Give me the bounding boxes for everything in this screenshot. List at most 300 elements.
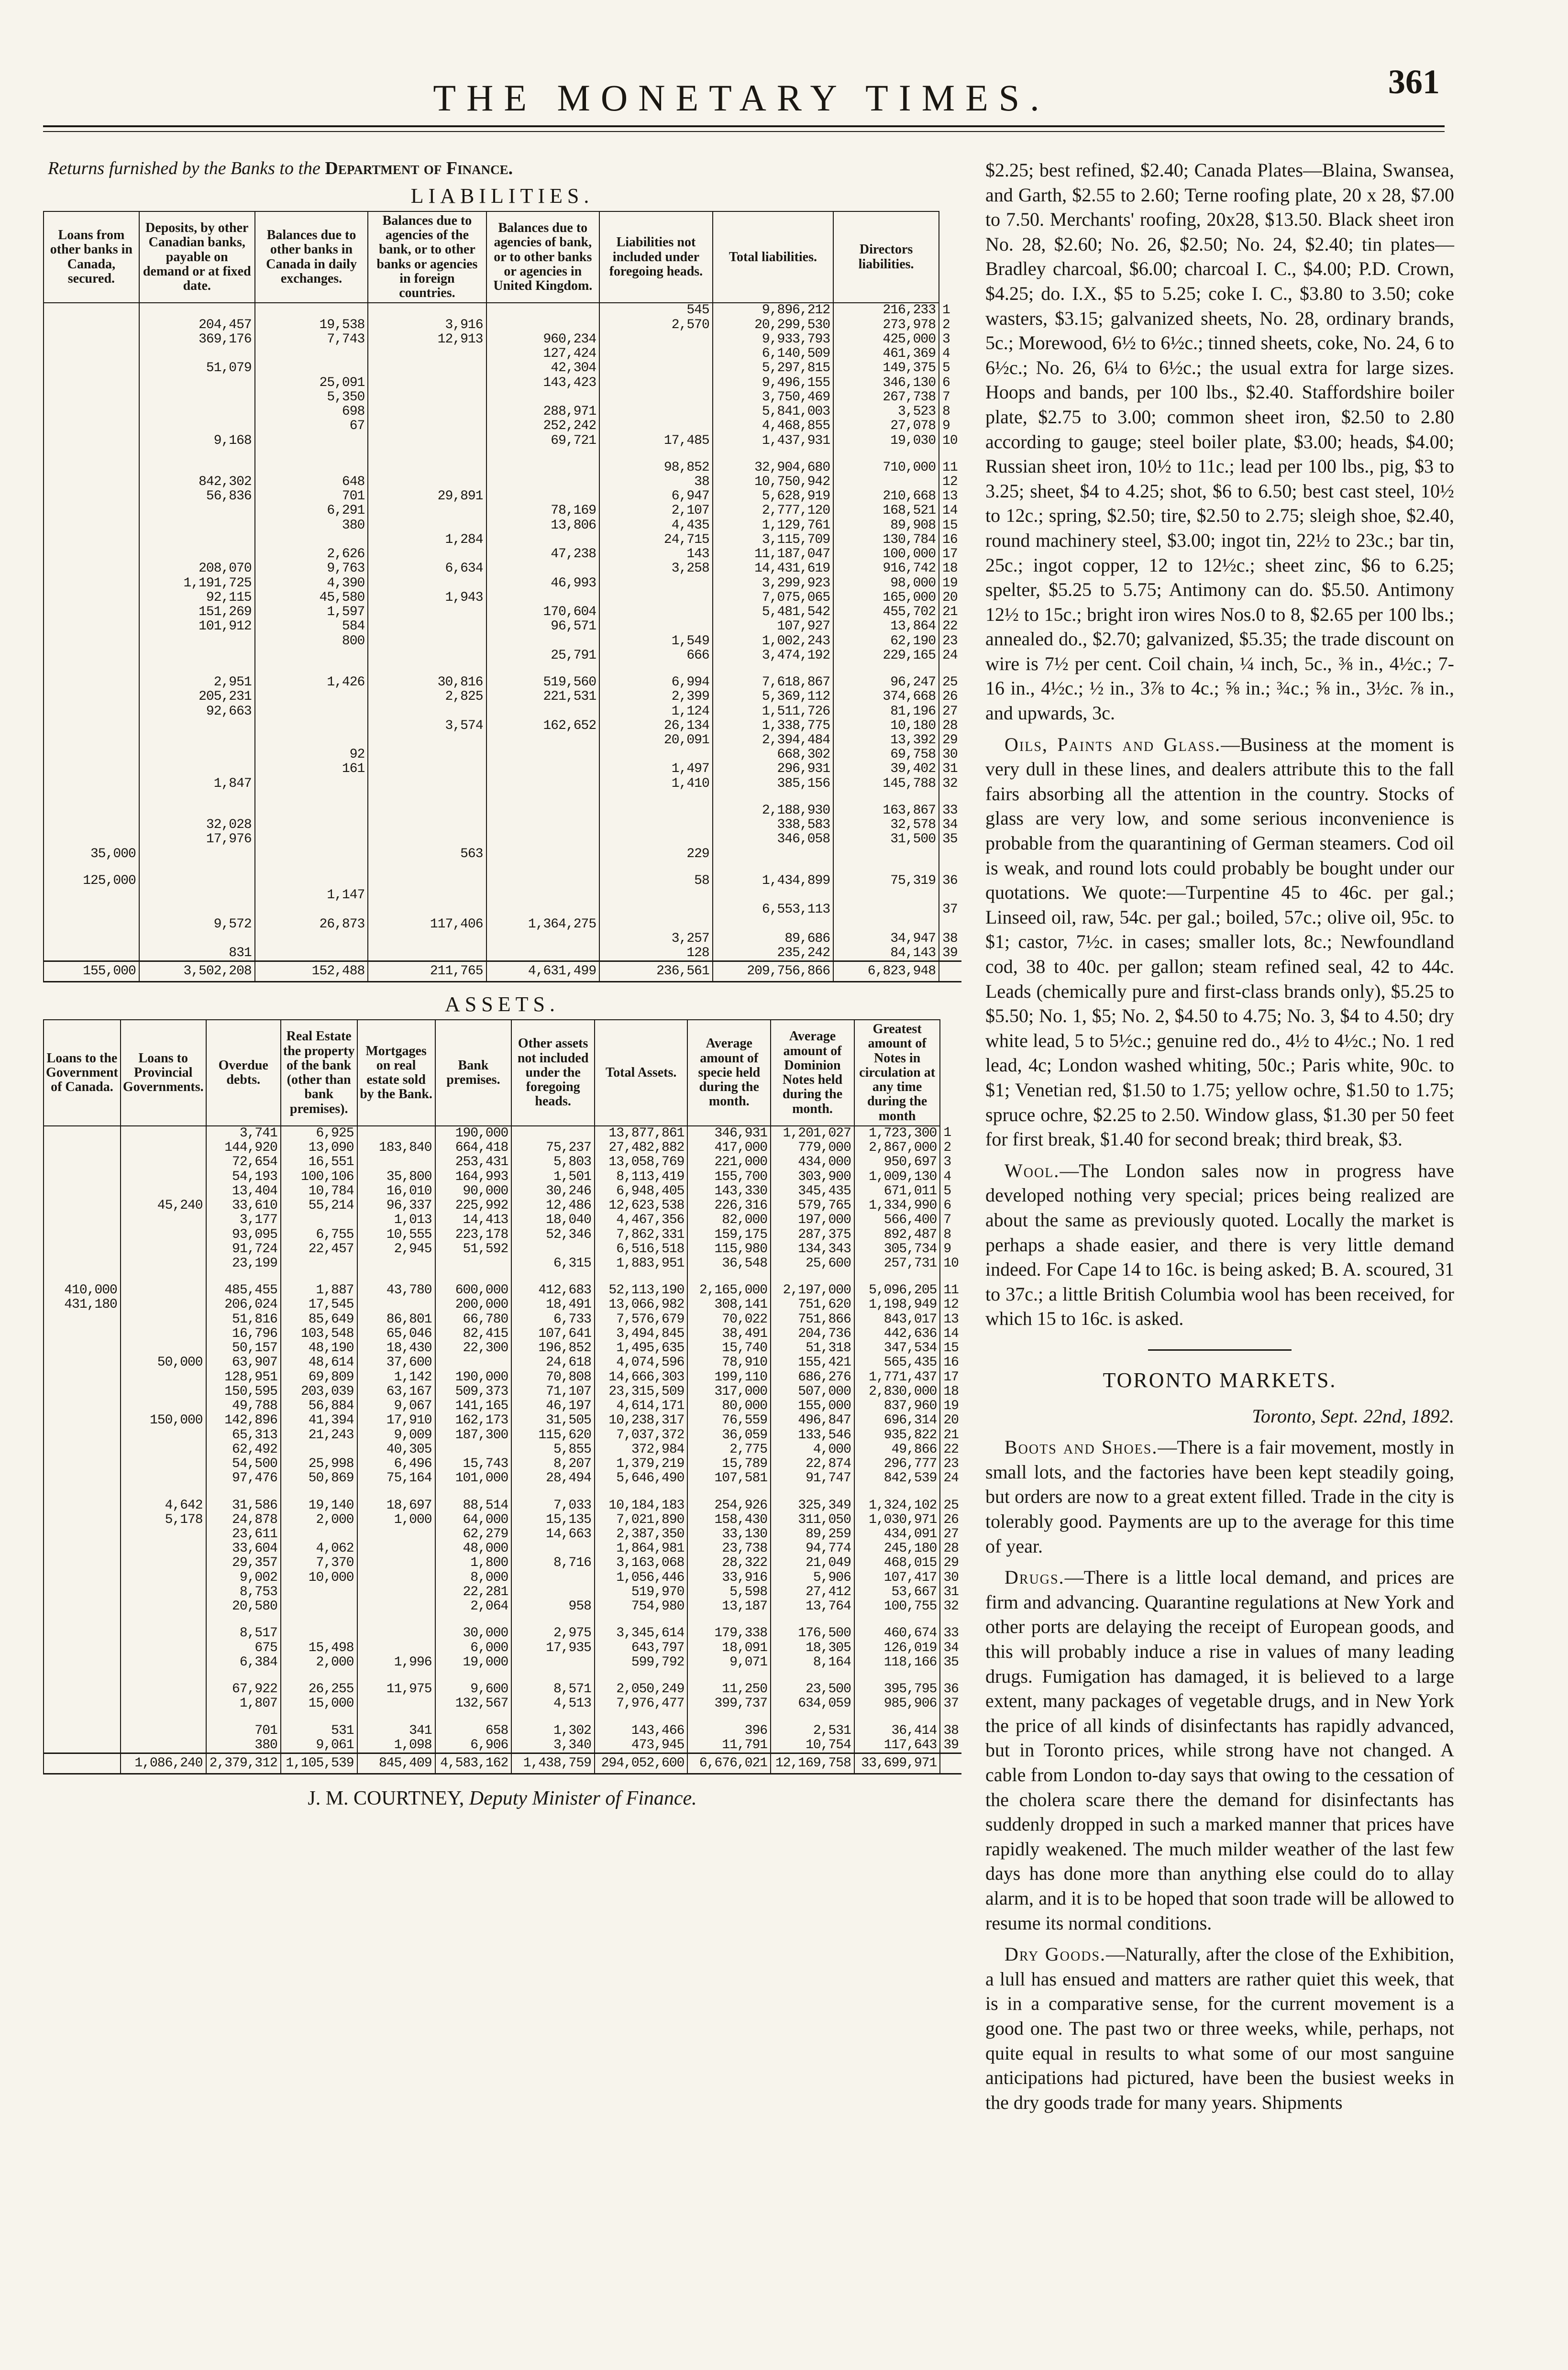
- liabilities-row: [44, 390, 961, 405]
- assets-cell: [281, 1213, 357, 1227]
- liabilities-cell: 5,841,003: [713, 405, 833, 419]
- liabilities-cell: 32,904,680: [713, 461, 833, 475]
- assets-cell: 754,980: [595, 1599, 687, 1614]
- assets-cell: 66,780: [435, 1312, 512, 1327]
- assets-total-cell: [44, 1753, 121, 1774]
- liabilities-cell: 545: [599, 303, 713, 318]
- liabilities-cell: 7: [942, 389, 950, 405]
- liabilities-cell: 89,908: [833, 518, 939, 533]
- assets-cell: 11,250: [687, 1682, 771, 1697]
- liabilities-cell: 831: [139, 946, 255, 961]
- assets-cell: 7,370: [281, 1556, 357, 1570]
- assets-cell: 25: [943, 1498, 959, 1513]
- assets-cell: 24,878: [206, 1513, 281, 1527]
- liabilities-row: [44, 861, 961, 874]
- assets-cell: [44, 1670, 121, 1682]
- assets-cell: [44, 1213, 121, 1227]
- liabilities-cell: 204,457: [139, 318, 255, 332]
- liabilities-cell: [255, 461, 368, 475]
- liabilities-cell: 338,583: [713, 818, 833, 832]
- assets-cell: [44, 1170, 121, 1184]
- assets-cell: [121, 1327, 206, 1341]
- liabilities-cell: [44, 903, 139, 917]
- assets-cell: 473,945: [595, 1738, 687, 1753]
- assets-cell: 50,157: [206, 1341, 281, 1356]
- liabilities-cell: 346,058: [713, 832, 833, 847]
- liabilities-cell: 2: [942, 317, 950, 332]
- assets-cell: 1,800: [435, 1556, 512, 1570]
- liabilities-cell: 1,437,931: [713, 434, 833, 448]
- liabilities-cell: [255, 777, 368, 791]
- liabilities-cell: [255, 874, 368, 888]
- assets-row: [44, 1443, 961, 1457]
- liabilities-cell: 2,107: [599, 504, 713, 518]
- assets-cell: 1,013: [357, 1213, 435, 1227]
- liabilities-cell: [139, 518, 255, 533]
- liabilities-cell: 1,497: [599, 762, 713, 776]
- liabilities-totals-row: [44, 961, 961, 982]
- assets-cell: 410,000: [44, 1283, 121, 1298]
- liabilities-col-header: Balances due to agencies of bank, or to other banks or agencies in United Kingdom.: [486, 211, 600, 303]
- liabilities-cell: [255, 347, 368, 361]
- liabilities-cell: [44, 675, 139, 690]
- assets-cell: [357, 1486, 435, 1499]
- liabilities-cell: [44, 605, 139, 619]
- assets-cell: 24: [943, 1471, 959, 1486]
- liabilities-cell: [255, 649, 368, 663]
- liabilities-cell: [44, 533, 139, 547]
- liabilities-cell: 7,743: [255, 332, 368, 347]
- assets-cell: 144,920: [206, 1141, 281, 1155]
- liabilities-cell: 19,030: [833, 434, 939, 448]
- assets-cell: 6,733: [511, 1312, 595, 1327]
- liabilities-cell: [139, 932, 255, 946]
- assets-row: [44, 1457, 961, 1471]
- assets-cell: 32: [943, 1599, 959, 1614]
- liabilities-cell: 4,390: [255, 576, 368, 591]
- assets-cell: 7,033: [511, 1499, 595, 1513]
- assets-row: [44, 1298, 961, 1312]
- liabilities-cell: [255, 832, 368, 847]
- assets-cell: 28,494: [511, 1471, 595, 1486]
- assets-cell: [44, 1199, 121, 1213]
- assets-cell: 56,884: [281, 1399, 357, 1413]
- assets-cell: 696,314: [854, 1413, 940, 1428]
- liabilities-cell: 461,369: [833, 347, 939, 361]
- liabilities-cell: 6,553,113: [713, 903, 833, 917]
- assets-cell: [357, 1556, 435, 1570]
- assets-cell: 3,494,845: [595, 1327, 687, 1341]
- liabilities-cell: 6,947: [599, 489, 713, 504]
- assets-col-header: Real Estate the property of the bank (other than bank premises).: [281, 1020, 357, 1126]
- liabilities-cell: 5,297,815: [713, 361, 833, 375]
- assets-cell: [595, 1670, 687, 1682]
- assets-cell: 100,755: [854, 1599, 940, 1614]
- assets-cell: 7,576,679: [595, 1312, 687, 1327]
- assets-cell: 31,586: [206, 1499, 281, 1513]
- liabilities-cell: [368, 518, 486, 533]
- liabilities-cell: 151,269: [139, 605, 255, 619]
- assets-cell: 21,243: [281, 1428, 357, 1443]
- assets-cell: [771, 1271, 854, 1283]
- assets-row: [44, 1155, 961, 1169]
- liabilities-cell: 89,686: [713, 932, 833, 946]
- liabilities-cell: [139, 748, 255, 762]
- assets-cell: 20: [943, 1413, 959, 1428]
- assets-cell: 150,595: [206, 1385, 281, 1399]
- assets-cell: [44, 1327, 121, 1341]
- liabilities-cell: [255, 903, 368, 917]
- liabilities-cell: [368, 649, 486, 663]
- assets-cell: 33,604: [206, 1542, 281, 1556]
- assets-cell: 431,180: [44, 1298, 121, 1312]
- liabilities-cell: 210,668: [833, 489, 939, 504]
- assets-cell: 70,022: [687, 1312, 771, 1327]
- assets-cell: 3: [943, 1155, 951, 1170]
- assets-cell: 18,491: [511, 1298, 595, 1312]
- liabilities-cell: [368, 634, 486, 649]
- liabilities-cell: [486, 932, 600, 946]
- liabilities-row: [44, 818, 961, 832]
- liabilities-cell: [486, 804, 600, 818]
- assets-cell: 176,500: [771, 1626, 854, 1641]
- liabilities-cell: [833, 475, 939, 489]
- assets-cell: 287,375: [771, 1228, 854, 1242]
- liabilities-cell: [713, 888, 833, 903]
- markets-column: [985, 158, 1454, 2320]
- liabilities-cell: 2,626: [255, 547, 368, 562]
- liabilities-cell: [44, 591, 139, 605]
- liabilities-cell: [44, 804, 139, 818]
- liabilities-cell: 13,864: [833, 619, 939, 634]
- assets-cell: 1,501: [511, 1170, 595, 1184]
- liabilities-cell: 648: [255, 475, 368, 489]
- assets-cell: 1,198,949: [854, 1298, 940, 1312]
- assets-cell: 65,313: [206, 1428, 281, 1443]
- liabilities-cell: 10,180: [833, 719, 939, 733]
- liabilities-cell: [599, 861, 713, 874]
- liabilities-cell: 9,763: [255, 562, 368, 576]
- assets-cell: [357, 1571, 435, 1585]
- assets-cell: 25,998: [281, 1457, 357, 1471]
- assets-cell: 509,373: [435, 1385, 512, 1399]
- liabilities-cell: [486, 748, 600, 762]
- liabilities-cell: 33: [942, 803, 958, 818]
- assets-cell: 341: [357, 1724, 435, 1738]
- assets-cell: 16,796: [206, 1327, 281, 1341]
- liabilities-cell: [599, 804, 713, 818]
- assets-cell: 91,724: [206, 1242, 281, 1257]
- liabilities-cell: 98,000: [833, 576, 939, 591]
- liabilities-cell: [368, 663, 486, 675]
- assets-total-cell: 1,105,539: [281, 1753, 357, 1774]
- toronto-markets-title: TORONTO MARKETS.: [1103, 1368, 1337, 1392]
- assets-cell: 20,580: [206, 1599, 281, 1614]
- liabilities-cell: 6,291: [255, 504, 368, 518]
- assets-cell: 93,095: [206, 1228, 281, 1242]
- assets-row: [44, 1283, 961, 1298]
- liabilities-cell: [833, 917, 939, 932]
- assets-cell: [281, 1599, 357, 1614]
- liabilities-cell: [368, 434, 486, 448]
- liabilities-cell: 168,521: [833, 504, 939, 518]
- liabilities-cell: 17,485: [599, 434, 713, 448]
- assets-cell: 27,412: [771, 1585, 854, 1599]
- liabilities-cell: [486, 791, 600, 804]
- liabilities-cell: [255, 932, 368, 946]
- liabilities-cell: [44, 733, 139, 748]
- liabilities-cell: 84,143: [833, 946, 939, 961]
- assets-cell: 2,945: [357, 1242, 435, 1257]
- liabilities-cell: [368, 605, 486, 619]
- liabilities-cell: [139, 804, 255, 818]
- liabilities-cell: [833, 847, 939, 861]
- assets-cell: 8,113,419: [595, 1170, 687, 1184]
- liabilities-cell: 267,738: [833, 390, 939, 405]
- liabilities-cell: 19,538: [255, 318, 368, 332]
- assets-cell: 107,581: [687, 1471, 771, 1486]
- liabilities-cell: 800: [255, 634, 368, 649]
- liabilities-cell: [44, 619, 139, 634]
- assets-cell: [357, 1298, 435, 1312]
- assets-cell: 45,240: [121, 1199, 206, 1213]
- assets-cell: [595, 1271, 687, 1283]
- liabilities-cell: 6,994: [599, 675, 713, 690]
- liabilities-cell: 5: [942, 361, 950, 376]
- liabilities-cell: 22: [942, 619, 958, 634]
- assets-cell: 8,753: [206, 1585, 281, 1599]
- liabilities-cell: 5,350: [255, 390, 368, 405]
- assets-cell: [44, 1341, 121, 1356]
- assets-cell: 485,455: [206, 1283, 281, 1298]
- assets-cell: [940, 1670, 961, 1682]
- assets-cell: 41,394: [281, 1413, 357, 1428]
- liabilities-cell: [139, 461, 255, 475]
- assets-cell: 1,883,951: [595, 1257, 687, 1271]
- assets-cell: 6,906: [435, 1738, 512, 1753]
- assets-cell: 143,330: [687, 1184, 771, 1199]
- assets-cell: 675: [206, 1641, 281, 1655]
- assets-cell: 5,646,490: [595, 1471, 687, 1486]
- liabilities-cell: [44, 390, 139, 405]
- liabilities-row: [44, 874, 961, 888]
- liabilities-cell: [599, 663, 713, 675]
- assets-cell: 1,334,990: [854, 1199, 940, 1213]
- assets-cell: 94,774: [771, 1542, 854, 1556]
- assets-cell: 11,791: [687, 1738, 771, 1753]
- assets-total-cell: 845,409: [357, 1753, 435, 1774]
- liabilities-cell: 107,927: [713, 619, 833, 634]
- liabilities-cell: 10: [942, 433, 958, 448]
- assets-cell: 296,777: [854, 1457, 940, 1471]
- assets-cell: 519,970: [595, 1585, 687, 1599]
- assets-cell: 935,822: [854, 1428, 940, 1443]
- liabilities-cell: 32,578: [833, 818, 939, 832]
- assets-cell: 63,907: [206, 1356, 281, 1370]
- assets-cell: 565,435: [854, 1356, 940, 1370]
- assets-cell: [44, 1599, 121, 1614]
- liabilities-cell: [44, 690, 139, 704]
- assets-cell: 347,534: [854, 1341, 940, 1356]
- assets-cell: 142,896: [206, 1413, 281, 1428]
- assets-cell: [121, 1370, 206, 1385]
- liabilities-cell: 34: [942, 817, 958, 833]
- assets-cell: [121, 1486, 206, 1499]
- assets-cell: 159,175: [687, 1228, 771, 1242]
- liabilities-cell: 58: [599, 874, 713, 888]
- assets-cell: 9,600: [435, 1682, 512, 1697]
- assets-cell: 26: [943, 1512, 959, 1527]
- assets-cell: [44, 1443, 121, 1457]
- liabilities-cell: [486, 818, 600, 832]
- assets-cell: [121, 1184, 206, 1199]
- assets-cell: 3,340: [511, 1738, 595, 1753]
- assets-cell: 305,734: [854, 1242, 940, 1257]
- assets-cell: 396: [687, 1724, 771, 1738]
- assets-cell: 54,193: [206, 1170, 281, 1184]
- liabilities-cell: [833, 888, 939, 903]
- assets-cell: [44, 1486, 121, 1499]
- assets-cell: 18,091: [687, 1641, 771, 1655]
- assets-cell: 43,780: [357, 1283, 435, 1298]
- assets-cell: [771, 1670, 854, 1682]
- liabilities-cell: [486, 705, 600, 719]
- liabilities-cell: 380: [255, 518, 368, 533]
- assets-cell: 4: [943, 1169, 951, 1184]
- assets-cell: [771, 1486, 854, 1499]
- liabilities-cell: 14: [942, 503, 958, 518]
- assets-cell: 751,620: [771, 1298, 854, 1312]
- liabilities-cell: 1,191,725: [139, 576, 255, 591]
- liabilities-row: [44, 762, 961, 776]
- assets-cell: 17,545: [281, 1298, 357, 1312]
- boots-heading: Boots and Shoes.: [1005, 1436, 1158, 1458]
- liabilities-cell: [486, 533, 600, 547]
- liabilities-cell: 519,560: [486, 675, 600, 690]
- assets-cell: [44, 1499, 121, 1513]
- assets-cell: 1,996: [357, 1655, 435, 1670]
- liabilities-cell: 24,715: [599, 533, 713, 547]
- liabilities-cell: [44, 946, 139, 961]
- assets-row: [44, 1413, 961, 1428]
- assets-cell: 190,000: [435, 1126, 512, 1141]
- assets-row: [44, 1126, 961, 1141]
- assets-cell: 8,207: [511, 1457, 595, 1471]
- assets-total-cell: 6,676,021: [687, 1753, 771, 1774]
- assets-cell: [854, 1670, 940, 1682]
- assets-cell: [121, 1228, 206, 1242]
- liabilities-cell: [599, 376, 713, 390]
- liabilities-cell: [599, 791, 713, 804]
- assets-cell: [44, 1527, 121, 1542]
- assets-cell: [44, 1312, 121, 1327]
- assets-cell: 4,000: [771, 1443, 854, 1457]
- assets-cell: 18,305: [771, 1641, 854, 1655]
- liabilities-cell: [255, 361, 368, 375]
- assets-cell: 5,598: [687, 1585, 771, 1599]
- assets-cell: 434,000: [771, 1155, 854, 1169]
- assets-row: [44, 1486, 961, 1499]
- assets-cell: 1,324,102: [854, 1499, 940, 1513]
- liabilities-cell: 2,394,484: [713, 733, 833, 748]
- liabilities-cell: 208,070: [139, 562, 255, 576]
- assets-cell: 1,009,130: [854, 1170, 940, 1184]
- assets-row: [44, 1585, 961, 1599]
- liabilities-cell: [368, 748, 486, 762]
- assets-cell: 62,492: [206, 1443, 281, 1457]
- liabilities-cell: [255, 434, 368, 448]
- assets-cell: 190,000: [435, 1370, 512, 1385]
- liabilities-cell: 25,791: [486, 649, 600, 663]
- liabilities-cell: 92: [255, 748, 368, 762]
- assets-cell: [435, 1614, 512, 1626]
- assets-cell: 23,315,509: [595, 1385, 687, 1399]
- assets-cell: 71,107: [511, 1385, 595, 1399]
- liabilities-cell: 3: [942, 331, 950, 347]
- liabilities-cell: 229,165: [833, 649, 939, 663]
- assets-cell: 599,792: [595, 1655, 687, 1670]
- assets-cell: 311,050: [771, 1513, 854, 1527]
- liabilities-cell: 14,431,619: [713, 562, 833, 576]
- assets-cell: [121, 1599, 206, 1614]
- assets-cell: [121, 1697, 206, 1711]
- assets-cell: [511, 1126, 595, 1141]
- liabilities-cell: 20,091: [599, 733, 713, 748]
- assets-cell: [121, 1271, 206, 1283]
- assets-cell: 82,415: [435, 1327, 512, 1341]
- liabilities-cell: 161: [255, 762, 368, 776]
- assets-cell: 21,049: [771, 1556, 854, 1570]
- liabilities-row: [44, 347, 961, 361]
- assets-cell: [121, 1527, 206, 1542]
- assets-cell: 90,000: [435, 1184, 512, 1199]
- assets-cell: 200,000: [435, 1298, 512, 1312]
- liabilities-cell: [599, 591, 713, 605]
- assets-section: [43, 992, 961, 1775]
- assets-cell: 51,592: [435, 1242, 512, 1257]
- liabilities-cell: 20,299,530: [713, 318, 833, 332]
- liabilities-cell: 2,188,930: [713, 804, 833, 818]
- assets-col-header: Total Assets.: [595, 1020, 687, 1126]
- liabilities-total-cell: 236,561: [599, 961, 713, 982]
- assets-cell: [121, 1614, 206, 1626]
- liabilities-cell: 3,257: [599, 932, 713, 946]
- assets-cell: 23,199: [206, 1257, 281, 1271]
- assets-total-cell: 1,086,240: [121, 1753, 206, 1774]
- assets-cell: 30,246: [511, 1184, 595, 1199]
- assets-cell: [121, 1283, 206, 1298]
- assets-cell: 6,315: [511, 1257, 595, 1271]
- liabilities-cell: 5,628,919: [713, 489, 833, 504]
- liabilities-cell: 3,474,192: [713, 649, 833, 663]
- liabilities-cell: [599, 605, 713, 619]
- liabilities-cell: [713, 791, 833, 804]
- assets-row: [44, 1542, 961, 1556]
- assets-cell: 4,467,356: [595, 1213, 687, 1227]
- assets-cell: 38: [943, 1723, 959, 1738]
- liabilities-cell: [139, 405, 255, 419]
- assets-row: [44, 1711, 961, 1724]
- liabilities-cell: [599, 818, 713, 832]
- assets-cell: 13: [943, 1312, 959, 1327]
- assets-cell: [121, 1141, 206, 1155]
- liabilities-cell: [44, 576, 139, 591]
- metals-paragraph: $2.25; best refined, $2.40; Canada Plates—Blaina, Swansea, and Garth, $2.55 to 2.60; Terne roofing plate, 20 x 28, $7.00 to 7.50. Merchants' roofing, 20x28, $13.50. Black sheet iron No. 28, $2.60; No. 26, $2.50; No. 24, $2.40; tin plates—Bradley charcoal, $6.00; charcoal I. C., $4.00; P.D. Crown, $4.25; do. I.X., $5 to 5.25; coke I. C., $3.80 to 3.50; coke wasters, $3.15; galvanized sheets, No. 28, ordinary brands, 5c.; Morewood, 6½ to 6½c.; tinned sheets, coke, No. 24, 6 to 6½c.; No. 26, 6¼ to 6½c.; the usual extra for large sizes. Hoops and bands, per 100 lbs., $2.40. Staffordshire boiler plate, $2.75 to 3.00; common sheet iron, $2.50 to 2.80 according to gauge; steel boiler plate, $3.00; heads, $4.00; Russian sheet iron, 10½ to 11c.; lead per 100 lbs., pig, $3 to 3.25; sheet, $4 to 4.25; shot, $6 to 6.50; best cast steel, 10½ to 12c.; spring, $2.50; tire, $2.50 to 2.75; sleigh shoe, $2.40, round machinery steel, $3.00; ingot tin, 22½ to 23c.; bar tin, 25c.; ingot copper, 12 to 12½c.; sheet zinc, $6 to 6.25; spelter, $5.25 to 5.75; Antimony can do. $5.50. Antimony 12½ to 15c.; bright iron wires Nos.0 to 8, $2.65 per 100 lbs.; annealed do., $2.70; galvanized, $5.35; the trade discount on wire is 7½ per cent. Coil chain, ¼ inch, 5c., ⅜ in., 4½c.; 7-16 in., 4½c.; ½ in., 3⅞ to 4c.; ⅝ in.; ¾c.; ⅝ in., 3½c. ⅞ in., and upwards, 3c.: [985, 159, 1454, 724]
- assets-col-header: Other assets not included under the foregoing heads.: [511, 1020, 595, 1126]
- assets-total-cell: 294,052,600: [595, 1753, 687, 1774]
- liabilities-cell: 100,000: [833, 547, 939, 562]
- assets-cell: 15: [943, 1341, 959, 1356]
